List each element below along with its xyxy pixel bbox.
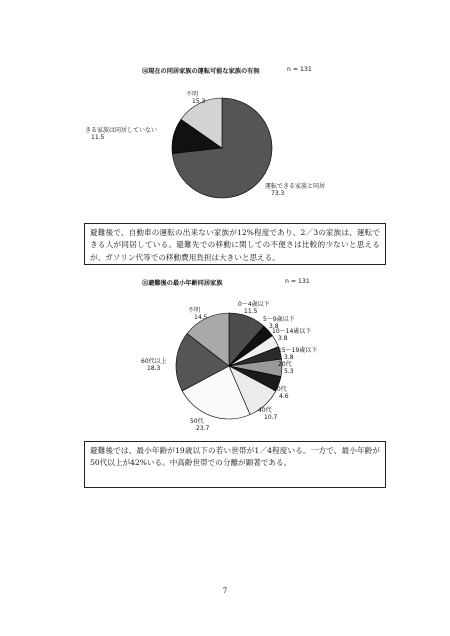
slice-value-label: 14.5 xyxy=(194,314,208,321)
slice-value-label: 11.5 xyxy=(91,134,105,141)
slice-value-label: 18.3 xyxy=(147,365,161,372)
chart1-title: ⑫現在の同居家族の運転可能な家族の有無 xyxy=(142,68,260,75)
slice-label: きる家族は同居していない xyxy=(85,127,158,134)
slice-value-label: 11.5 xyxy=(244,308,258,315)
chart1-n-label: n = 131 xyxy=(287,66,312,73)
slice-value-label: 5.3 xyxy=(284,368,294,375)
chart2-title: ⑪避難後の最小年齢同居家族 xyxy=(142,280,223,287)
slice-value-label: 73.3 xyxy=(271,190,285,197)
slice-value-label: 23.7 xyxy=(196,425,210,432)
slice-value-label: 4.6 xyxy=(279,393,289,400)
slice-label: 不明 xyxy=(188,307,201,314)
page-number: 7 xyxy=(222,587,228,595)
slice-label: 50代 xyxy=(190,418,204,425)
note-box-1 xyxy=(84,223,386,265)
slice-label: 不明 xyxy=(186,91,199,98)
slice-label: 15～19歳以下 xyxy=(278,347,318,354)
slice-label: 60代以上 xyxy=(141,358,167,365)
chart2-n-label: n = 131 xyxy=(285,278,310,285)
slice-value-label: 3.8 xyxy=(284,354,294,361)
pie-chart-vehicle xyxy=(60,78,380,216)
slice-value-label: 15.3 xyxy=(192,98,206,105)
slice-label: 10～14歳以下 xyxy=(272,328,312,335)
slice-label: 運転できる家族と同居 xyxy=(265,183,326,190)
slice-label: 5～9歳以下 xyxy=(263,316,295,323)
note-box-2 xyxy=(84,441,386,488)
note-text-2: 避難後では、最小年齢が19歳以下の若い世帯が1／4程度いる。一方で、最小年齢が50代以上が42%いる。中高齢世帯での分離が顕著である。 xyxy=(90,446,380,468)
slice-value-label: 3.8 xyxy=(269,323,279,330)
note-text-1: 避難後で、自動車の運転の出来ない家族が12%程度であり、2／3の家族は、運転できる人が同居している。避難先での移動に関しての不便さは比較的少ないと思えるが、ガソリン代等での移動費用負担は大きいと思える。 xyxy=(90,228,380,262)
slice-label: 0～4歳以下 xyxy=(238,301,270,308)
slice-label: 30代 xyxy=(273,386,287,393)
slice-label: 20代 xyxy=(278,361,292,368)
slice-label: 40代 xyxy=(258,407,272,414)
pie-chart-youngest-member xyxy=(110,290,350,440)
slice-value-label: 10.7 xyxy=(264,414,278,421)
slice-value-label: 3.8 xyxy=(278,335,288,342)
